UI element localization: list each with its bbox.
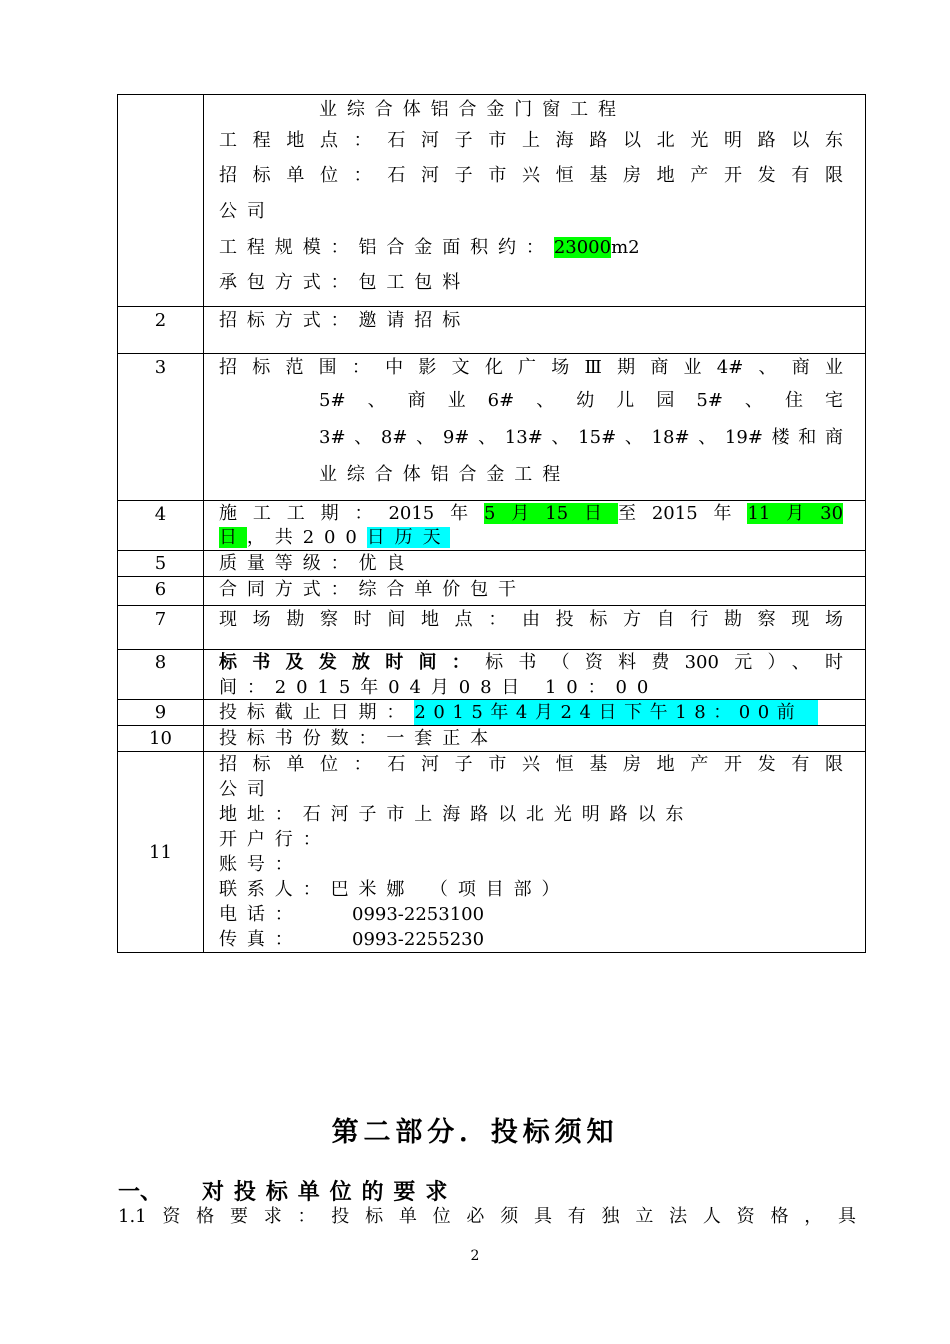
contract-type-cell [204,577,866,606]
calendar-days: 日历天 [366,527,451,548]
project-name-cont: 业综合体铝合金门窗工程 [319,99,626,120]
document-issue-label: 标书及发放时间： [219,652,486,673]
table-row [118,577,866,606]
row-number-cell: 6 [118,577,204,606]
heading-number: 一、 [118,1180,163,1205]
contact-account: 账号： [219,854,303,875]
bid-deadline-label: 投标截止日期： [219,702,415,723]
contact-phone [219,902,843,927]
contact-address: 地址：石河子市上海路以北光明路以东 [219,804,694,825]
project-info-cell [204,95,866,307]
contract-mode: 承包方式：包工包料 [219,272,471,293]
area-unit: m2 [611,237,640,258]
period-label: 施工工期：2015年 [219,503,485,524]
contact-info-cell [204,752,866,953]
tender-scope: 招标范围：中影文化广场Ⅲ期商业4#、商业 [219,357,843,378]
tender-scope-cont: 3#、8#、9#、13#、15#、18#、19#楼和商 [319,427,843,448]
row-number-cell: 4 [118,501,204,551]
table-row [118,501,866,551]
document-issue-cell [204,650,866,700]
table-row [118,307,866,354]
document-issue [219,650,843,676]
document-issue-time: 间：2015年04月08日 10：00 [219,677,659,698]
bid-copies: 投标书份数：一套正本 [219,728,498,749]
contact-person: 联系人：巴米娜 （项目部） [219,879,570,900]
row-number-cell: 5 [118,551,204,577]
contact-fax [219,927,843,952]
row-number-cell: 3 [118,354,204,501]
table-row [118,551,866,577]
phone-value: 0993-2253100 [352,904,485,925]
bid-deadline-cell [204,700,866,726]
section-title: 第二部分．投标须知 [331,1117,619,1148]
project-scale [219,230,843,265]
phone-label: 电话： [219,904,303,925]
tender-scope-cont: 业综合体铝合金工程 [319,464,571,485]
construction-period [219,501,843,526]
table-row [118,354,866,501]
table-row [118,95,866,307]
construction-period-cont [219,526,843,550]
period-to: 至2015年 [617,503,748,524]
end-date: 11月30 [747,503,843,524]
quality-grade-cell [204,551,866,577]
document-fee: 标书（资料费300元）、时 [485,652,843,673]
qualification-paragraph: 1.1资格要求：投标单位必须具有独立法人资格，具 [118,1206,856,1227]
page-number: 2 [470,1248,480,1264]
bid-deadline [219,700,843,725]
site-survey: 现场勘察时间地点：由投标方自行勘察现场 [219,609,843,630]
bid-deadline-value: 2015年4月24日下午18：00前 [414,700,818,725]
contact-tender-unit-cont: 公司 [219,779,275,800]
bid-copies-cell [204,726,866,752]
row-number-cell [118,95,204,307]
table-row [118,606,866,650]
row-number-cell: 10 [118,726,204,752]
tender-method: 招标方式：邀请招标 [219,310,471,331]
row-number-cell: 7 [118,606,204,650]
table-row [118,726,866,752]
project-scale-label: 工程规模：铝合金面积约： [219,237,554,258]
row-number-cell: 11 [118,752,204,953]
fax-value: 0993-2255230 [352,929,485,950]
row-number-cell: 2 [118,307,204,354]
tender-unit: 招标单位：石河子市兴恒基房地产开发有限 [219,165,843,186]
fax-label: 传真： [219,929,303,950]
tender-info-table [117,94,866,953]
contact-bank: 开户行： [219,829,331,850]
table-row [118,650,866,700]
table-row [118,700,866,726]
contact-tender-unit: 招标单位：石河子市兴恒基房地产开发有限 [219,754,843,775]
project-location: 工程地点：石河子市上海路以北光明路以东 [219,130,843,151]
construction-period-cell [204,501,866,551]
tender-method-cell [204,307,866,354]
quality-grade: 质量等级：优良 [219,553,415,574]
end-date-day: 日 [219,527,247,548]
table-row [118,752,866,953]
tender-scope-cell [204,354,866,501]
tender-scope-cont: 5#、商业6#、幼儿园5#、住宅 [319,390,843,411]
start-date: 5月15日 [484,503,618,524]
total-days: ，共200 [246,527,367,548]
row-number-cell: 8 [118,650,204,700]
site-survey-cell [204,606,866,650]
area-value: 23000 [553,237,612,258]
row-number-cell: 9 [118,700,204,726]
tender-unit-cont: 公司 [219,201,275,222]
contract-type: 合同方式：综合单价包干 [219,579,526,600]
heading-text: 对投标单位的要求 [202,1180,458,1205]
